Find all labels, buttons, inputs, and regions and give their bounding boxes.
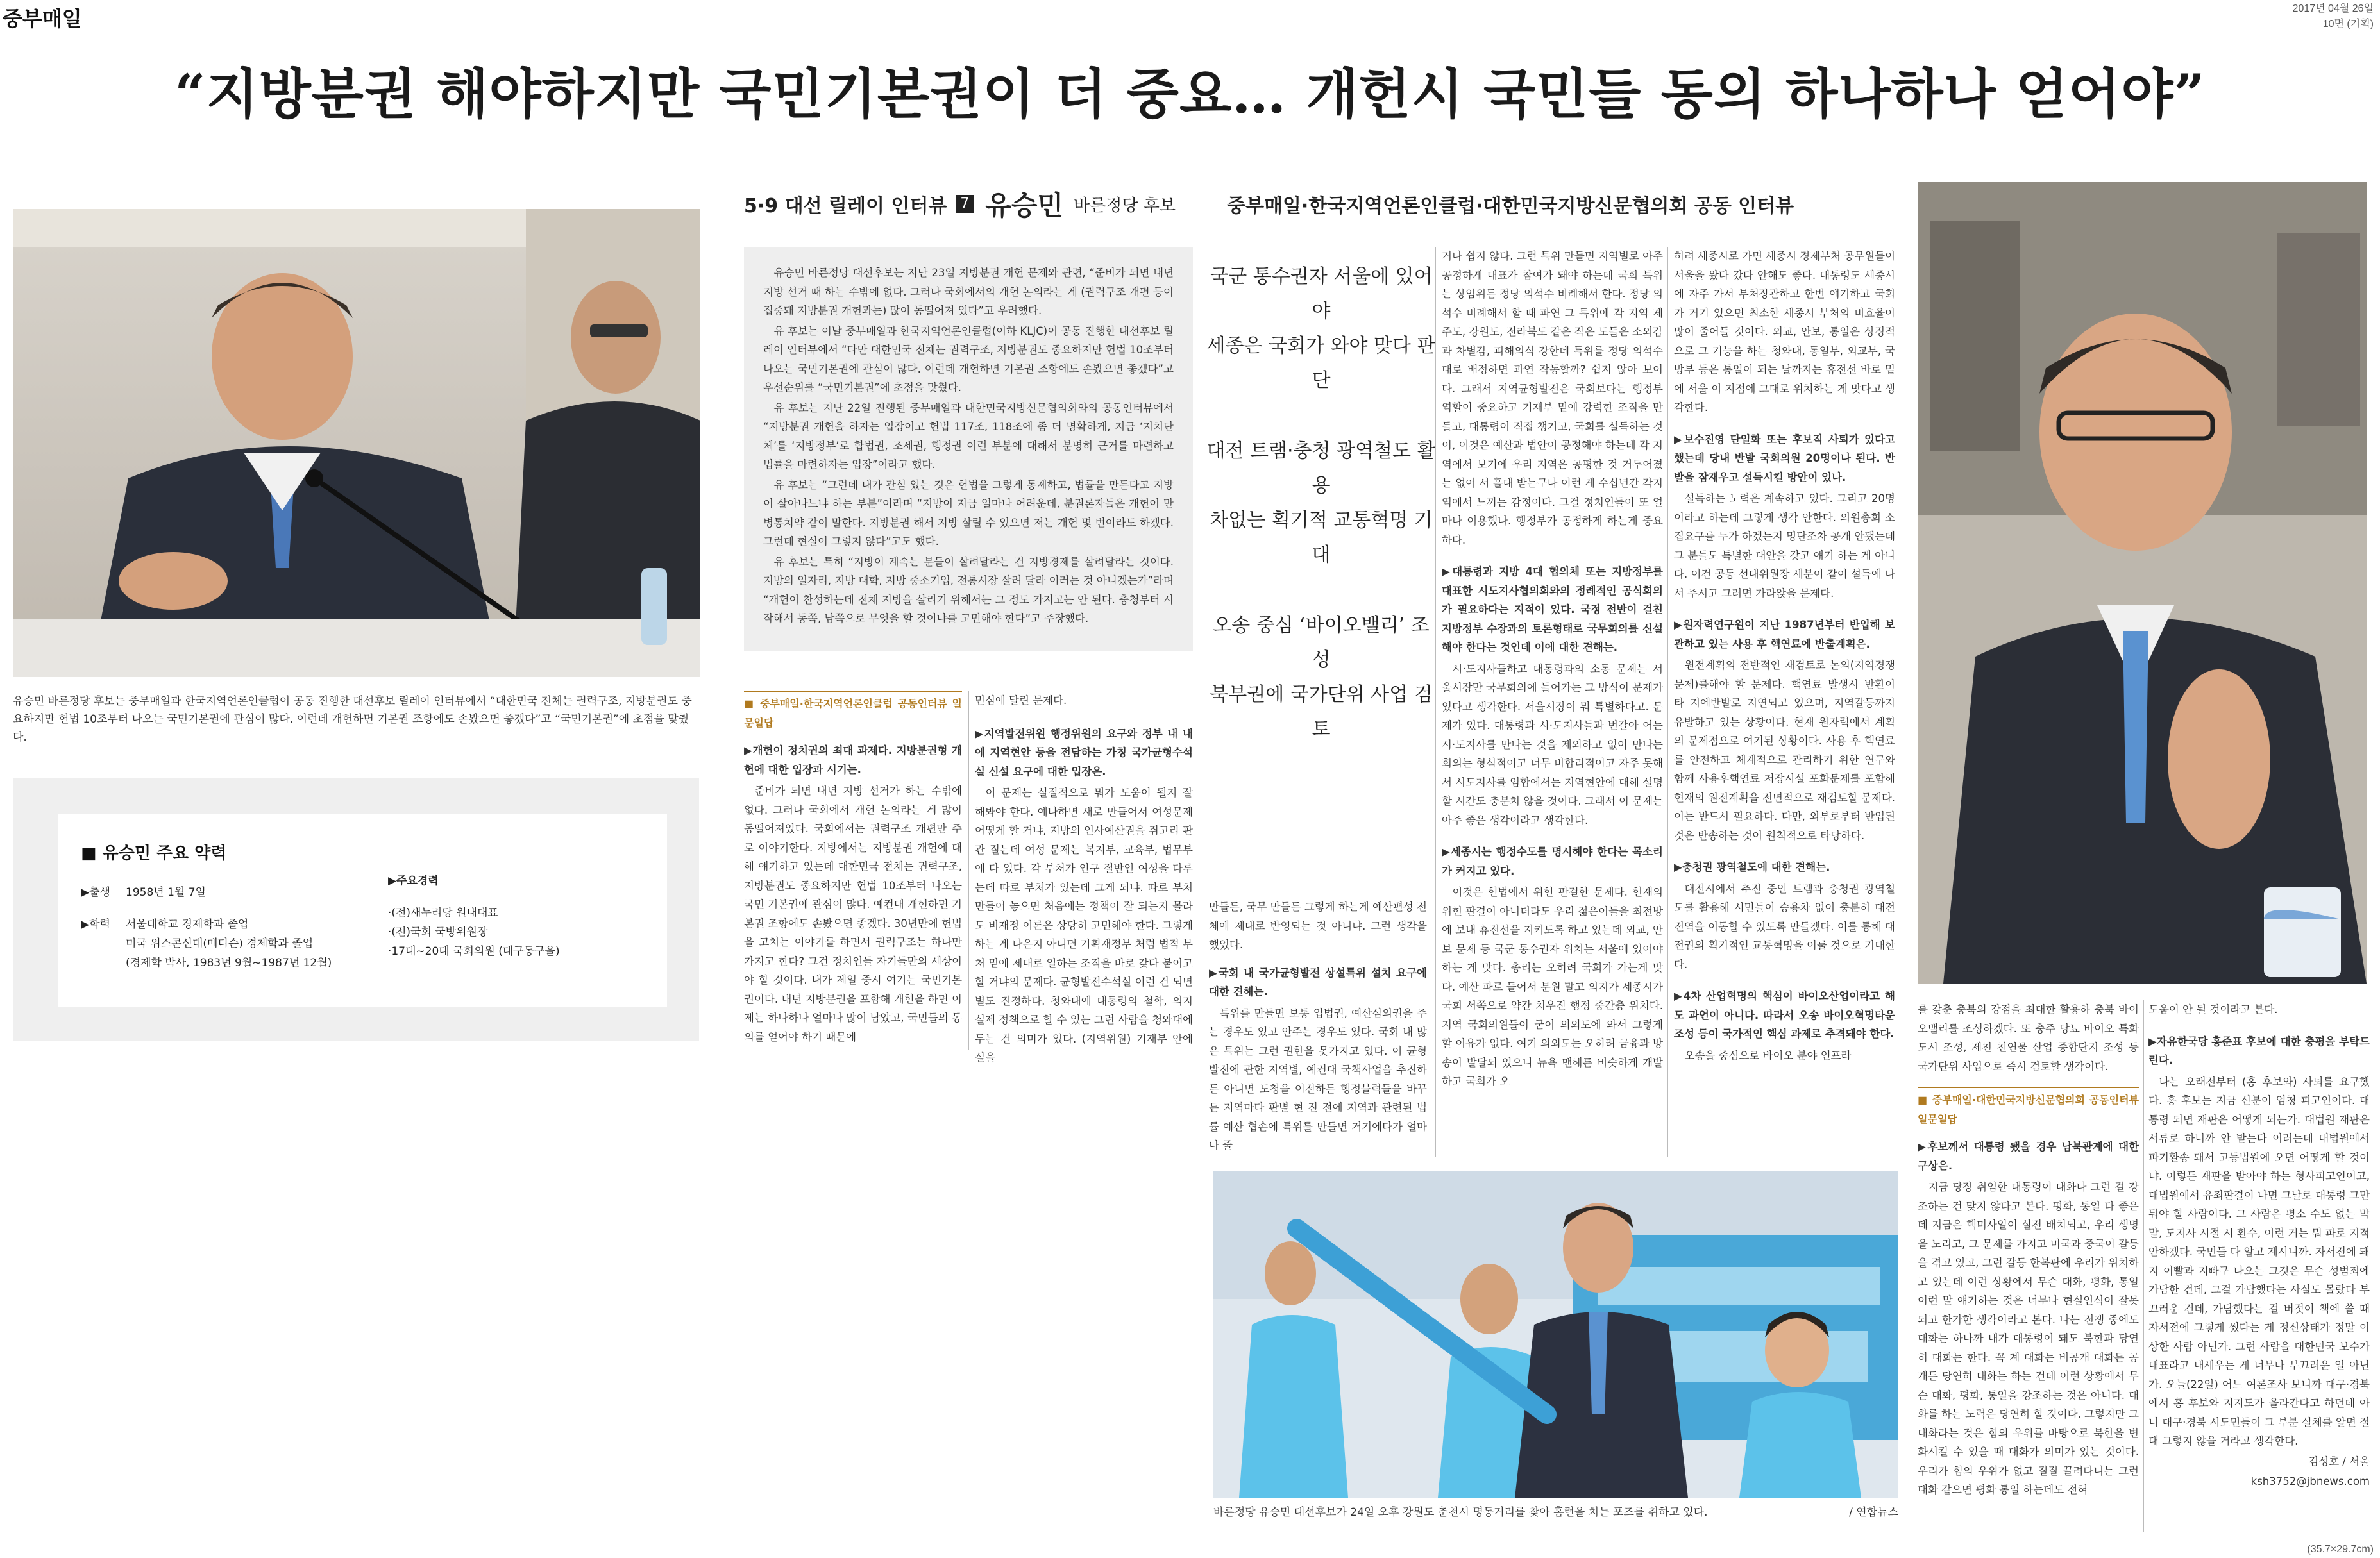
profile-title: ■ 유승민 주요 약력	[81, 844, 227, 863]
answer: 준비가 되면 내년 지방 선거가 하는 수밖에 없다. 그러나 국회에서 개헌 논의라는 게 많이 동떨어져있다. 국회에서는 권력구조 개편만 주로 이야기한다. 지방에서는 지방분권 개헌에 대해 얘기하고 있는데 대한민국 전체는 권력구조, 지방분권도 중요하지만 헌법 10조부터 나오는 국민 기본권에 관심이 많다. 예컨대 개헌하면 기본권 조항에도 손봤으면 좋겠다. 30년만에 헌법을 고치는 이야기를 하면서 권력구조는 하나만 가지고 한다? 그건 정치인들 자기들만의 세상이야 할 것이다. 내가 제일 중시 여기는 국민기본권이다. 내년 지방분권을 포함해 개헌을 하면 이제는 하나하나 얼마나 많이 남았고, 국민들의 동의를 얻어야 하기 때문에	[744, 785, 962, 1043]
answer: 시·도지사들하고 대통령과의 소통 문제는 서울시장만 국무회의에 들어가는 그 방식이 문제가 있다고 생각한다. 서울시장이 뭐 특별하다고. 문제가 있다. 대통령과 시·도지사들과 번갈아 어는 시·도지사를 만나는 것을 제외하고 없이 만나는 회의는 형식적이고 너무 비합리적이고 자주 못해서 시도지사를 임합에서는 지역현안에 대해 설명할 시간도 충분치 않을 것이다. 그래서 이 문제는 아주 좋은 생각이라고 생각한다.	[1442, 662, 1664, 826]
lead-box	[744, 247, 1193, 651]
birth-label: ▶출생	[81, 886, 110, 899]
answer: 도움이 안 될 것이라고 본다.	[2148, 1003, 2278, 1016]
profile-box	[13, 778, 699, 1041]
column-divider	[1667, 247, 1668, 1157]
candidate-name: 유승민	[985, 190, 1064, 221]
campaign-photo-caption: 바른정당 유승민 대선후보가 24일 오후 강원도 춘천시 명동거리를 찾아 홈런을 치는 포즈를 취하고 있다.	[1213, 1506, 1708, 1519]
question: ▶대통령과 지방 4대 협의체 또는 지방정부를 대표한 시도지사협의회와의 정례적인 공식회의가 필요하다는 지적이 있다. 국정 전반이 걸친 지방정부 수장과의 토론형태로 국무회의를 신설해야 한다는 것인데 이에 대한 견해는.	[1442, 565, 1663, 653]
series-tag: 5·9 대선 릴레이 인터뷰	[744, 195, 947, 217]
byline-email[interactable]: ksh3752@jbnews.com	[2250, 1475, 2370, 1487]
answer: 설득하는 노력은 계속하고 있다. 그리고 20명이라고 하는데 그렇게 생각 안한다. 의원총회 소집요구를 누가 하겠는지 명단조차 공개 안됐는데 그 분들도 특별한 대안을 갖고 얘기 하는 게 아니다. 이건 공동 선대위원장 세분이 같이 설득에 나서 주시고 그러면 가라앉을 문제다.	[1674, 492, 1896, 599]
question: ▶국회 내 국가균형발전 상설특위 설치 요구에 대한 견해는.	[1209, 966, 1427, 998]
article-column-2	[975, 691, 1193, 1064]
answer: 나는 오래전부터 (홍 후보와) 사퇴를 요구했다. 홍 후보는 지금 신분이 엄청 피고인이다. 대통령 되면 재판은 어떻게 되는가. 대법원 재판은 서류로 하니까 안 받는다 이러는데 대법원에서 파기환송 돼서 고등법원에 오면 어떻게 할 것이냐. 이렇든 재판을 받아야 하는 형사피고인이고, 대법원에서 유죄판결이 나면 그날로 대통령 그만 둬야 할 사람이다. 그 사람은 평소 수도 없는 막말, 도지사 시절 시 환수, 이런 거는 뭐 파로 지적 안하겠다. 국민들 다 알고 계시니까. 자서전에 돼지 이빨과 지빠구 나오는 그것은 무슨 성범죄에 가담한 건데, 그걸 가담했다는 사실도 몰랐다 부끄러운 건데, 가담했다는 걸 버젓이 책에 쓸 때 자서전에 그렇게 썼다는 게 정신상태가 정말 이상한 사람 아닌가. 그런 사람을 대한민국 보수가 대표라고 내세우는 게 너무나 부끄러운 일 아닌가. 오늘(22일) 어느 여론조사 보니까 대구·경북에서 홍 후보와 지지도가 올라간다고 하던데 아니 대구·경북 시도민들이 그 부분 실체를 알면 절대 그렇지 않을 거라고 생각한다.	[2148, 1075, 2370, 1447]
edu-item: (경제학 박사, 1983년 9월~1987년 12월)	[126, 957, 332, 969]
career-item: ·17대~20대 국회의원 (대구동구을)	[387, 945, 560, 958]
answer: 오송을 중심으로 바이오 분야 인프라	[1684, 1049, 1852, 1062]
photo-credit: / 연합뉴스	[1849, 1506, 1898, 1519]
question: ▶원자력연구원이 지난 1987년부터 반입해 보관하고 있는 사용 후 핵연료에 반출계획은.	[1674, 619, 1895, 650]
career-item: ·(전)새누리당 원내대표	[387, 907, 498, 919]
article-column-4	[1442, 247, 1663, 1157]
pull-quote-line: 북부권에 국가단위 사업 검토	[1210, 683, 1433, 741]
series-number: 7	[956, 195, 974, 213]
article-column-3	[1209, 898, 1427, 1160]
campaign-photo-caption-row	[1213, 1504, 1898, 1521]
career-item: ·(전)국회 국방위원장	[387, 926, 488, 939]
joint-interview-label: 중부매일·한국지역언론인클럽·대한민국지방신문협의회 공동 인터뷰	[1227, 195, 1794, 217]
article-column-7	[2148, 1000, 2370, 1532]
answer: 이것은 헌법에서 위헌 판결한 문제다. 헌재의 위헌 판결이 아니더라도 우리 젊은이들을 최전방에 보내 휴전선을 지키도록 하고 있는데 외교, 안보 문제 등 국군 통수권자 위치는 서울에 있어야 하는 게 맞다. 총리는 오히려 국회가 가는게 맞다. 예산 파로 들어서 분원 말고 의지가 세종시가 국회 서쪽으로 약간 치우진 행정 중간층 위치다. 지역 국회의원들이 굳이 의외도에 와서 그렇게 할 이유가 없다. 여기 의외도는 오히려 금융과 방송이 발달되 있으니 뉴욕 맨해튼 비슷하게 개발하고 국회가 오	[1442, 886, 1664, 1087]
answer: 원전계획의 전반적인 재검토로 논의(지역경쟁문제)를해야 할 문제다. 핵연료 발생시 반환이 타 지에반발로 지연되고 있으며, 지역갈등까지 유발하고 있는 상황이다. 현재 원자력에서 계획의 문제점으로 여기된 상황이다. 사용 후 핵연료를 안전하고 체계적으로 관리하기 위한 연구와 함께 사용후핵연료 저장시설 포화문제를 포함해 현재의 원전계획을 전면적으로 재검토할 문제다. 이는 반드시 필요하다. 다만, 외부로부터 반입된 것은 반송하는 것이 원칙적으로 타당하다.	[1674, 659, 1896, 842]
question: ▶보수진영 단일화 또는 후보직 사퇴가 있다고 했는데 당내 반발 국회의원 20명이나 된다. 반발을 잠재우고 설득시킬 방안이 있나.	[1674, 433, 1895, 483]
paper-name: 중부매일	[3, 6, 82, 31]
answer: 만들든, 국무 만들든 그렇게 하는게 예산편성 전체에 제대로 반영되는 것 아니냐. 그런 생각을 했었다.	[1209, 901, 1427, 951]
qa-section-header: ■ 중부매일·한국지역언론인클럽 공동인터뷰 일문일답	[744, 691, 962, 732]
question: ▶후보께서 대통령 됐을 경우 남북관계에 대한 구상은.	[1918, 1141, 2139, 1172]
interview-photo	[13, 209, 700, 677]
lead-paragraph: 유승민 바른정당 대선후보는 지난 23일 지방분권 개헌 문제와 관련, “준비가 되면 내년 지방 선거 때 하는 수밖에 없다. 그러나 국회에서의 개헌 논의라는 게 (권력구조 개편 등이 집중돼 지방분권 개헌과는) 많이 동떨어져 있다”고 우려했다.	[763, 267, 1174, 317]
page-number: 10면 (기획)	[2322, 19, 2374, 29]
pull-quote	[1206, 434, 1437, 573]
pull-quote-line: 차없는 획기적 교통혁명 기대	[1210, 509, 1433, 566]
qa-section-header: ■ 중부매일·대한민국지방신문협의회 공동인터뷰 일문일답	[1918, 1087, 2139, 1128]
pull-quote-line: 국군 통수권자 서울에 있어야	[1210, 265, 1433, 322]
edu-item: 미국 위스콘신대(매디슨) 경제학과 졸업	[126, 937, 314, 950]
portrait-photo	[1918, 182, 2367, 984]
question: ▶개헌이 정치권의 최대 과제다. 지방분권형 개헌에 대한 입장과 시기는.	[744, 744, 962, 776]
pull-quotes	[1206, 260, 1437, 783]
headline: “지방분권 해야하지만 국민기본권이 더 중요… 개헌시 국민들 동의 하나하나 얻어야”	[174, 62, 2206, 126]
lead-paragraph: 유 후보는 “그런데 내가 관심 있는 것은 헌법을 그렇게 통제하고, 법률을 만든다고 지방이 살아나느냐 하는 부분”이라며 “지방이 지금 얼마나 어려운데, 분권론자들은 개헌이 만병통치약 같이 말한다. 지방분권 해서 지방 살릴 수 있으면 저는 개헌 몇 번이라도 하겠다. 그런데 현실이 그렇지 않다”고도 했다.	[763, 478, 1174, 548]
page-size-footer: (35.7×29.7cm)	[2307, 1544, 2374, 1555]
answer: 를 갖춘 충북의 강점을 최대한 활용하 충북 바이오밸리를 조성하겠다. 또 충주 당뇨 바이오 특화도시 조성, 제천 천연물 산업 종합단지 조성 등 국가단위 사업으로 즉시 검토할 생각이다.	[1918, 1003, 2139, 1073]
profile-card	[58, 814, 667, 1007]
answer: 거나 쉽지 않다. 그런 특위 만들면 지역별로 아주 공정하게 대표가 참여가 돼야 하는데 국회 특위는 상임위든 정당 의석수 비례해서 한다. 정당 의석수 비례해서 할 때 파연 그 특위에 각 지역 제주도, 강원도, 전라북도 같은 작은 도들은 소외감과 차별감, 피해의식 강한데 특위를 정당 의석수대로 배정하면 과연 작동할까? 쉽지 않아 보이다. 그래서 지역균형발전은 국회보다는 행정부 역할이 중요하고 기재부 밑에 강력한 조직을 만들고, 대통령이 직접 챙기고, 국회를 설득하는 것이, 이것은 예산과 법안이 공정해야 하는데 각 지역에서 보기에 우리 지역은 공평한 것 거두어졌는 없어 서 홀대 받는구나 이런 게 수십년간 각지역에서 느끼는 감정이다. 그걸 정치인들이 또 얼마나 이용했나. 행정부가 공정하게 하는게 중요하다.	[1442, 250, 1663, 546]
candidate-party: 바른정당 후보	[1074, 196, 1176, 215]
career-label: ▶주요경력	[387, 875, 439, 887]
lead-paragraph: 유 후보는 특히 “지방이 계속는 분들이 살려달라는 건 지방경제를 살려달라는 것이다. 지방의 일자리, 지방 대학, 지방 중소기업, 전통시장 살려 달라 이러는 것 아니겠는가”라며 “개헌이 찬성하는데 전체 지방을 살리기 위해서는 그 정도 가지고는 안 된다. 충청부터 시작해서 동쪽, 남쪽으로 무엇을 할 것이냐를 고민해야 한다”고 주장했다.	[763, 555, 1174, 624]
byline-name: 김성호 / 서울	[2308, 1455, 2370, 1468]
edu-label: ▶학력	[81, 918, 110, 931]
column-divider	[1435, 247, 1436, 1157]
pull-quote-line: 대전 트램·충청 광역철도 활용	[1206, 440, 1436, 497]
column-divider	[2143, 1000, 2144, 1532]
issue-meta	[2293, 1, 2374, 32]
answer: 민심에 달린 문제다.	[975, 694, 1067, 707]
interview-photo-caption: 유승민 바른정당 후보는 중부매일과 한국지역언론인클럽이 공동 진행한 대선후보 릴레이 인터뷰에서 “대한민국 전체는 권력구조, 지방분권도 중요하지만 헌법 10조부터 나오는 국민기본권에 관심이 많다. 이런데 개헌하면 기본권 조항에도 손봤으면 좋겠다”고 “국민기본권”에 초점을 맞췄다.	[13, 695, 692, 744]
pull-quote	[1206, 260, 1437, 398]
article-column-5	[1674, 247, 1895, 1157]
lead-paragraph: 유 후보는 이날 중부매일과 한국지역언론인클럽(이하 KLJC)이 공동 진행한 대선후보 릴레이 인터뷰에서 “다만 대한민국 전체는 권력구조, 지방분권도 중요하지만 헌법 10조부터 나오는 국민기본권에 관심이 많다. 이런데 개헌하면 기본권 조항에도 손봤으면 좋겠다”고 우선순위를 “국민기본권”에 초점을 맞췄다.	[763, 324, 1174, 394]
column-divider	[968, 691, 969, 1050]
question: ▶4차 산업혁명의 핵심이 바이오산업이라고 해도 과언이 아니다. 따라서 오송 바이오혁명타운 조성 등이 국가적인 핵심 과제로 추격돼야 한다.	[1674, 990, 1895, 1040]
pull-quote-line: 오송 중심 ‘바이오밸리’ 조성	[1213, 614, 1430, 671]
article-column-1	[744, 691, 962, 1050]
answer: 히려 세종시로 가면 세종시 경제부처 공무원들이 서울을 왔다 갔다 안해도 좋다. 대통령도 세종시에 자주 가서 부처장관하고 한번 얘기하고 국회가 거기 있으면 최소한 세종시 부처의 비효율이 많이 줄어들 것이다. 외교, 안보, 통일은 상징적으로 그 기능을 하는 청와대, 통일부, 외교부, 국방부 등은 통일이 되는 날까지는 휴전선 바로 밑에 서울 이 지점에 그대로 위치하는 게 맞다고 생각한다.	[1674, 250, 1896, 414]
pull-quote-line: 세종은 국회가 와야 맞다 판단	[1206, 335, 1436, 392]
lead-paragraph: 유 후보는 지난 22일 진행된 중부매일과 대한민국지방신문협의회와의 공동인터뷰에서 “지방분권 개헌을 하자는 입장이고 헌법 117조, 118조에 좀 더 명확하게, 지금 ‘지치단체’를 ‘지방정부’로 합법권, 조세권, 행정권 이런 부분에 대해서 분명히 근거를 마련하고 법률을 마련하자는 입장”이라고 했다.	[763, 401, 1174, 471]
article-column-6	[1918, 1000, 2139, 1532]
answer: 이 문제는 실질적으로 뭐가 도움이 될지 잘 해봐야 한다. 예나하면 새로 만들어서 여성문제 어떻게 할 거냐, 지방의 인사예산권을 쥐고리 판관 질는데 여성 문제는 복지부, 교육부, 법무부에 다 있다. 각 부처가 인구 절반인 여성을 다루는데 따로 부처가 있는데 그게 되냐. 따로 부처 만들어 놓으면 처음에는 정책이 잘 되는지 몰라도 비재정 이론은 상당히 고민해야 한다. 그렇게 하는 게 나은지 아니면 기획재정부 처럼 법적 부처 밑에 제대로 일하는 조직을 바로 갖다 붙이고 할 거냐의 문제다. 균형발전수석실 이런 건 되면 별도 진정하다. 청와대에 대통령의 철학, 의지 실제 정책으로 할 수 있는 그런 사람을 청와대에 두는 건 의미가 있다. (지역위원) 기재부 안에 실을	[975, 787, 1193, 1064]
answer: 대전시에서 추진 중인 트램과 충청권 광역철도를 활용해 시민들이 승용차 없이 충분히 대전 전역을 이동할 수 있도록 만들겠다. 이를 통해 대전권의 획기적인 교통혁명을 이룰 것으로 기대한다.	[1674, 882, 1896, 971]
question: ▶충청권 광역철도에 대한 견해는.	[1674, 861, 1830, 873]
question: ▶세종시는 행정수도를 명시해야 한다는 목소리가 커지고 있다.	[1442, 846, 1663, 877]
answer: 특위를 만들면 보통 입법권, 예산심의권을 주는 경우도 있고 안주는 경우도 있다. 국회 내 많은 특위는 그런 권한을 못가지고 있다. 이 균형발전에 관한 지역별, 예컨대 국책사업을 추진하든 아니면 도청을 이전하든 행정블럭들을 바꾸든 지역마다 판별 현 진 전에 지역과 관련된 법률 예산 협손에 특위를 만들면 거기에다가 얼마나 줄	[1209, 1007, 1427, 1152]
birth-value: 1958년 1월 7일	[126, 886, 206, 899]
question: ▶자유한국당 홍준표 후보에 대한 충평을 부탁드린다.	[2148, 1035, 2370, 1066]
question: ▶지역발전위원 행정위원의 요구와 정부 내 내에 지역현안 등을 전담하는 가칭 국가균형수석실 신설 요구에 대한 입장은.	[975, 727, 1193, 778]
pull-quote	[1206, 608, 1437, 747]
campaign-photo	[1213, 1171, 1898, 1498]
edu-item: 서울대학교 경제학과 졸업	[126, 918, 249, 931]
issue-date: 2017년 04월 26일	[2292, 3, 2374, 14]
answer: 지금 당장 취임한 대통령이 대화나 그런 걸 강조하는 건 맞지 않다고 본다. 평화, 통일 다 좋은데 지금은 핵미사일이 실전 배치되고, 우리 생명을 노리고, 그 문제를 가지고 미국과 중국이 갈등을 겪고 있고, 그런 갈등 한복판에 우리가 위치하고 있는데 이런 상황에서 무슨 대화, 평화, 통일 이런 말 얘기하는 것은 너무나 현실인식이 잘못되고 한가한 생각이라고 본다. 나는 전쟁 중에도 대화는 하나까 내가 대통령이 돼도 북한과 당연히 대화는 한다. 꼭 계 대화는 비공개 대화든 공개든 당연히 대화는 하는 건데 이런 상황에서 무슨 대화, 평화, 통일을 강조하는 것은 아니다. 대화를 하는 노력은 당연히 할 것이다. 그렇지만 그 대화라는 것은 힘의 우위를 바탕으로 북한을 변화시킬 수 있을 때 대화가 의미가 있는 것이다. 우리가 힘의 우위가 없고 질질 끌려다니는 그런 대화 같으면 평화 통일 하는데도 전혀	[1918, 1181, 2139, 1496]
